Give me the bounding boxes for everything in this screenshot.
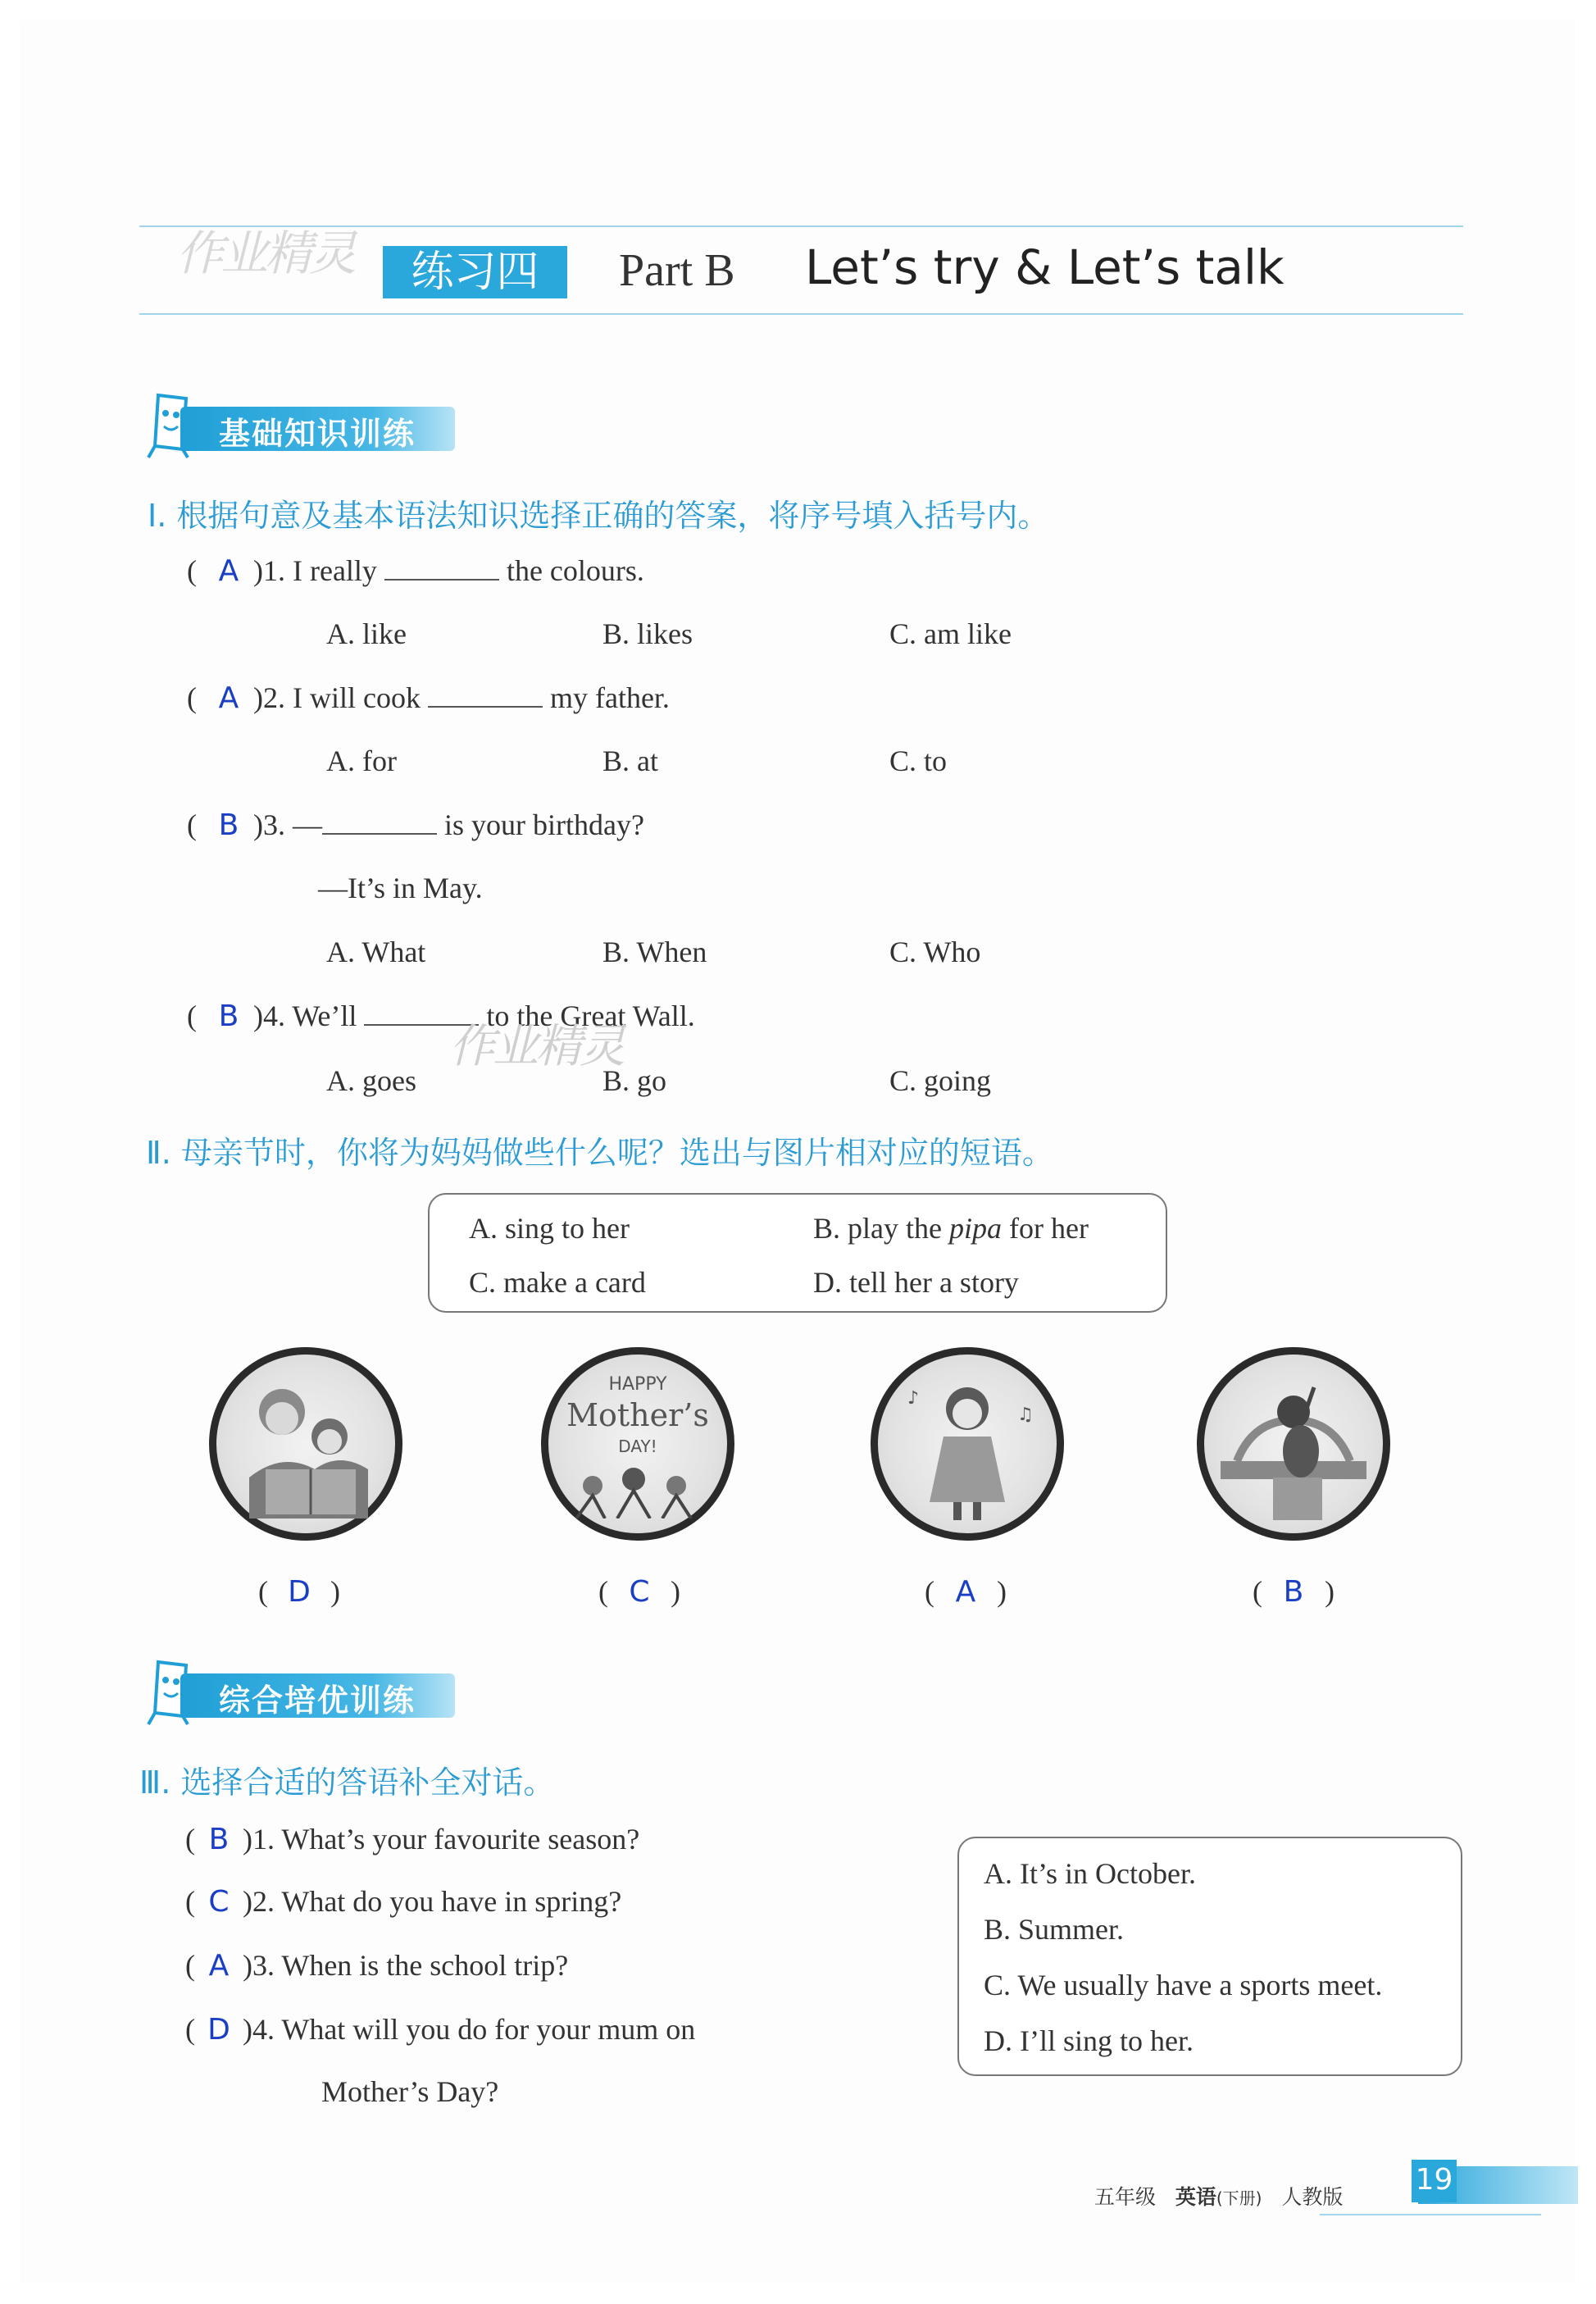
picture-4-answer: ( B ) <box>1253 1575 1335 1609</box>
svg-text:♫: ♫ <box>1017 1405 1034 1425</box>
q1-item-1-option-b: B. likes <box>602 617 693 650</box>
watermark: 作业精灵 <box>176 225 354 281</box>
q1-item-3-option-a: A. What <box>326 936 426 968</box>
picture-sing <box>871 1347 1064 1541</box>
picture-2-answer: ( C ) <box>598 1575 680 1609</box>
answer-text: B <box>218 999 239 1033</box>
blank <box>384 554 499 581</box>
footer-text: 五年级 英语(下册) 人教版 <box>1094 2185 1344 2209</box>
q1-item-4: ( B )4. We’ll to the Great Wall. <box>187 999 695 1033</box>
q1-item-3: ( B )3. — is your birthday? <box>187 808 644 842</box>
question-1-title: Ⅰ. 根据句意及基本语法知识选择正确的答案，将序号填入括号内。 <box>148 498 1049 534</box>
q1-item-2-option-a: A. for <box>326 744 397 777</box>
blank <box>322 808 437 835</box>
lesson-tag: 练习四 <box>383 246 567 298</box>
page-number: 19 <box>1412 2160 1457 2202</box>
dialog-options-box <box>957 1837 1462 2076</box>
footer-rule <box>1320 2214 1541 2215</box>
q3-item-4: ( D )4. What will you do for your mum on <box>185 2013 696 2047</box>
dialog-option-a: A. It’s in October. <box>984 1857 1196 1890</box>
blank <box>428 681 543 708</box>
answer-text: B <box>218 808 239 842</box>
q3-item-3: ( A )3. When is the school trip? <box>185 1949 569 1983</box>
picture-pipa <box>1197 1347 1390 1541</box>
q1-item-3-option-c: C. Who <box>889 936 981 968</box>
section-banner-advanced <box>143 1669 455 1723</box>
girl-singing-icon <box>878 1355 1057 1533</box>
dialog-option-c: C. We usually have a sports meet. <box>984 1969 1383 2001</box>
pipa-player-icon <box>1204 1355 1383 1533</box>
phrase-option-b: B. play the pipa for her <box>813 1212 1089 1245</box>
q1-item-3-option-b: B. When <box>602 936 707 968</box>
q1-item-1-option-c: C. am like <box>889 617 1012 650</box>
picture-1-answer: ( D ) <box>258 1575 340 1609</box>
q1-item-1-option-a: A. like <box>326 617 407 650</box>
picture-story <box>209 1347 402 1541</box>
question-3-title: Ⅲ. 选择合适的答语补全对话。 <box>139 1764 555 1801</box>
stem-text: )2. I will cook <box>253 681 428 714</box>
picture-3-answer: ( A ) <box>925 1575 1007 1609</box>
stem-text: the colours. <box>498 554 644 587</box>
dialog-option-d: D. I’ll sing to her. <box>984 2024 1194 2057</box>
phrase-option-d: D. tell her a story <box>813 1266 1019 1299</box>
banner-label: 综合培优训练 <box>219 1682 416 1719</box>
page-title: Let’s try & Let’s talk <box>805 239 1285 295</box>
q1-item-3-reply: —It’s in May. <box>318 872 483 904</box>
answer-text: A <box>218 554 239 588</box>
q1-item-1: ( A )1. I really the colours. <box>187 554 644 588</box>
banner-label: 基础知识训练 <box>219 416 416 452</box>
q3-item-4-cont: Mother’s Day? <box>321 2075 499 2108</box>
picture-card <box>541 1347 734 1541</box>
phrase-option-a: A. sing to her <box>469 1212 630 1245</box>
stem-text: my father. <box>542 681 670 714</box>
stem-text: )4. We’ll <box>253 999 365 1032</box>
q3-item-2: ( C )2. What do you have in spring? <box>185 1885 622 1919</box>
phrase-option-c: C. make a card <box>469 1266 646 1299</box>
flowers-icon <box>568 1461 707 1519</box>
svg-text:♪: ♪ <box>907 1388 920 1409</box>
watermark: 作业精灵 <box>449 1020 623 1073</box>
part-label: Part B <box>619 245 735 296</box>
question-2-title: Ⅱ. 母亲节时，你将为妈妈做些什么呢？选出与图片相对应的短语。 <box>146 1135 1053 1171</box>
q1-item-2-option-c: C. to <box>889 744 948 777</box>
q1-item-4-option-a: A. goes <box>326 1064 416 1097</box>
answer-text: A <box>218 681 239 715</box>
phrase-options-box <box>428 1193 1167 1313</box>
stem-text: is your birthday? <box>437 808 644 841</box>
stem-text: )3. — <box>253 808 322 841</box>
header-rule-bottom <box>139 313 1463 315</box>
card-text-happy: HAPPY <box>608 1374 667 1395</box>
q3-item-1: ( B )1. What’s your favourite season? <box>185 1823 640 1856</box>
q1-item-2: ( A )2. I will cook my father. <box>187 681 670 715</box>
card-text-mothers: Mother’s <box>566 1397 709 1433</box>
q1-item-4-option-c: C. going <box>889 1064 992 1097</box>
section-banner-basic <box>143 402 455 456</box>
stem-text: )1. I really <box>253 554 384 587</box>
mother-reading-icon <box>216 1355 395 1533</box>
stem-text: to the Great Wall. <box>479 999 695 1032</box>
dialog-option-b: B. Summer. <box>984 1913 1125 1946</box>
card-text-day: DAY! <box>618 1437 657 1456</box>
q1-item-2-option-b: B. at <box>602 744 658 777</box>
q1-item-4-option-b: B. go <box>602 1064 667 1097</box>
